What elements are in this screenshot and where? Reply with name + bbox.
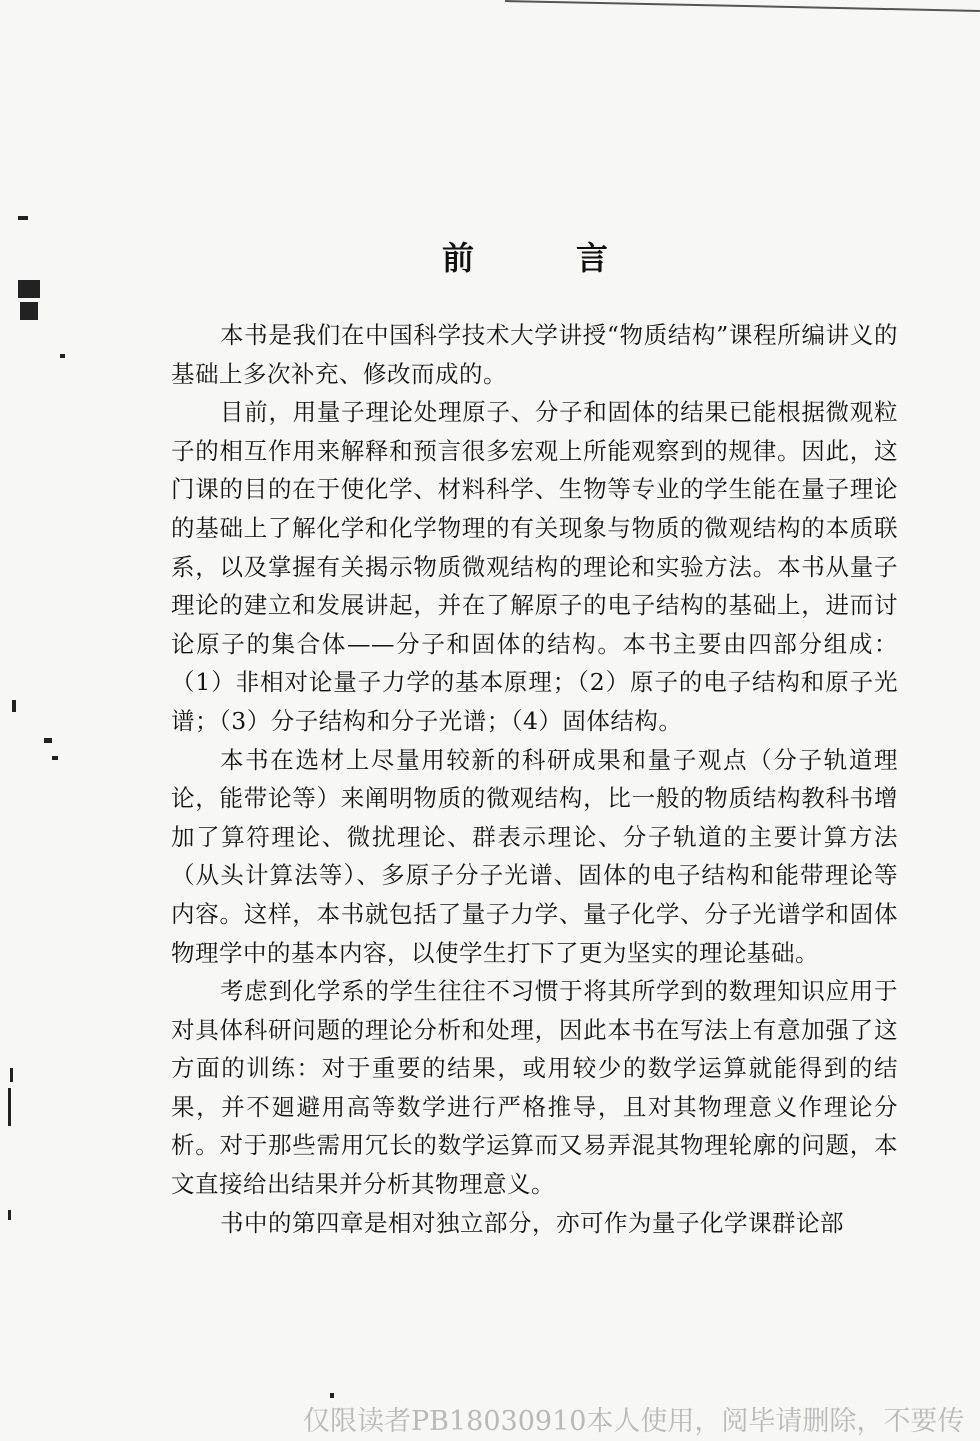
paragraph-3: 本书在选材上尽量用较新的科研成果和量子观点（分子轨道理论，能带论等）来阐明物质的微观结构，比一般的物质结构教科书增加了算符理论、微扰理论、群表示理论、分子轨道的主要计算方法（从头计算法等）、多原子分子光谱、固体的电子结构和能带理论等内容。这样，本书就包括了量子力学、量子化学、分子光谱学和固体物理学中的基本内容，以使学生打下了更为坚实的理论基础。 [171, 745, 898, 967]
scan-mark [12, 700, 16, 712]
page-title-char-1: 前 [442, 239, 475, 277]
scan-mark [8, 1088, 11, 1126]
reader-watermark: 仅限读者PB18030910本人使用，阅毕请删除，不要传 [303, 1406, 965, 1437]
scan-mark [44, 738, 52, 743]
scan-edge-line [505, 0, 980, 12]
scan-mark [20, 302, 38, 320]
paragraph-5: 书中的第四章是相对独立部分，亦可作为量子化学课群论部 [220, 1208, 844, 1237]
scan-mark [8, 1210, 11, 1220]
scan-mark [18, 216, 28, 220]
scan-mark [10, 1068, 13, 1082]
scan-mark [60, 354, 65, 358]
paragraph-1: 本书是我们在中国科学技术大学讲授“物质结构”课程所编讲义的基础上多次补充、修改而成的。 [171, 321, 898, 388]
scan-mark [330, 1393, 334, 1398]
paragraph-2: 目前，用量子理论处理原子、分子和固体的结果已能根据微观粒子的相互作用来解释和预言很多宏观上所能观察到的规律。因此，这门课的目的在于使化学、材料科学、生物等专业的学生能在量子理论的基础上了解化学和化学物理的有关现象与物质的微观结构的本质联系，以及掌握有关揭示物质微观结构的理论和实验方法。本书从量子理论的建立和发展讲起，并在了解原子的电子结构的基础上，进而讨论原子的集合体——分子和固体的结构。本书主要由四部分组成：（1）非相对论量子力学的基本原理；（2）原子的电子结构和原子光谱；（3）分子结构和分子光谱；（4）固体结构。 [171, 398, 898, 735]
page-title-char-2: 言 [576, 239, 609, 277]
scan-mark [52, 756, 58, 760]
page-title [0, 236, 980, 286]
preface-body [171, 316, 898, 1242]
paragraph-4: 考虑到化学系的学生往往不习惯于将其所学到的数理知识应用于对具体科研问题的理论分析和处理，因此本书在写法上有意加强了这方面的训练：对于重要的结果，或用较少的数学运算就能得到的结果，并不廻避用高等数学进行严格推导，且对其物理意义作理论分析。对于那些需用冗长的数学运算而又易弄混其物理轮廓的问题，本文直接给出结果并分析其物理意义。 [171, 977, 898, 1199]
